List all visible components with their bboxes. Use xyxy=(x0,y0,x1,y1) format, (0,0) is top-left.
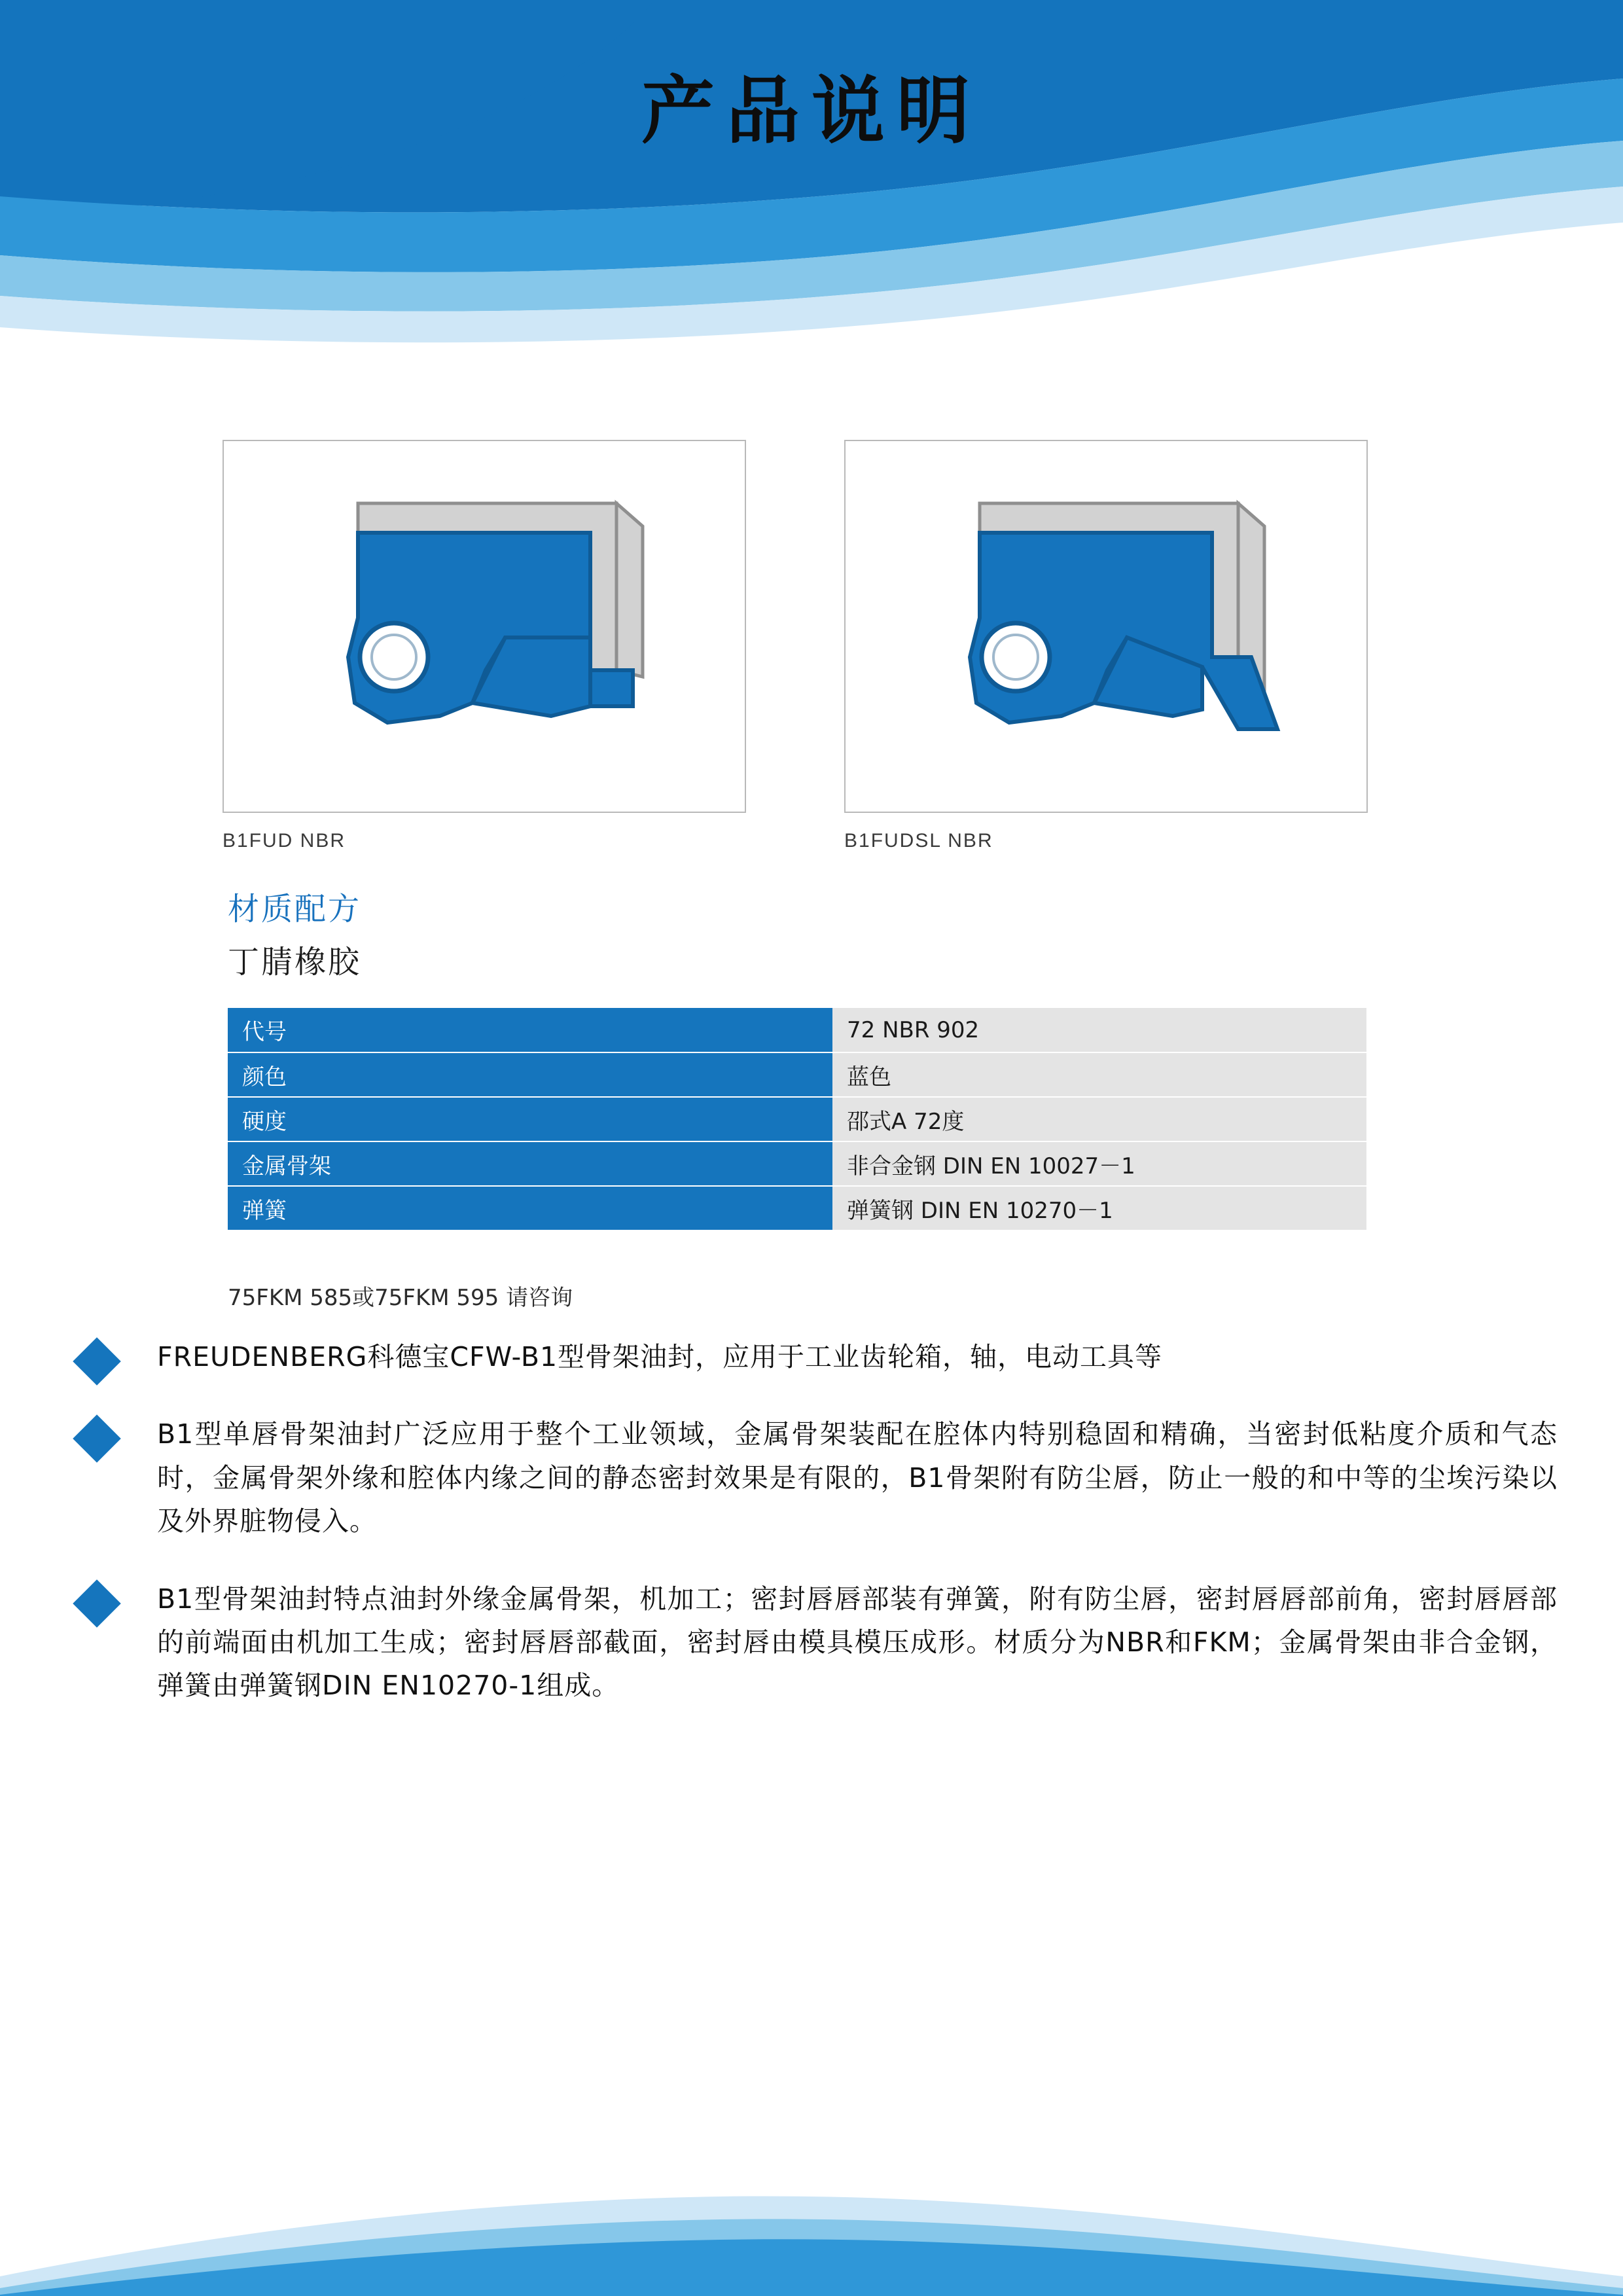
material-title: 材质配方 xyxy=(228,891,362,927)
diamond-bullet-icon xyxy=(73,1337,121,1386)
material-note: 75FKM 585或75FKM 595 请咨询 xyxy=(228,1285,573,1311)
table-row xyxy=(228,1141,1366,1186)
page-title: 产品说明 xyxy=(641,69,982,154)
product-caption-1: B1FUD NBR xyxy=(223,830,346,852)
oil-seal-cross-section-dust-lip-icon xyxy=(846,441,1366,812)
spec-key: 金属骨架 xyxy=(228,1141,832,1186)
bullet-text: B1型单唇骨架油封广泛应用于整个工业领域，金属骨架装配在腔体内特别稳固和精确，当密封低粘度介质和气态时，金属骨架外缘和腔体内缘之间的静态密封效果是有限的，B1骨架附有防尘唇，防止一般的和中等的尘埃污染以及外界脏物侵入。 xyxy=(157,1418,1558,1537)
product-caption-2: B1FUDSL NBR xyxy=(844,830,993,852)
product-figure-1 xyxy=(223,440,746,852)
product-image-1 xyxy=(223,440,746,813)
spec-value: 非合金钢 DIN EN 10027－1 xyxy=(832,1141,1366,1186)
diamond-bullet-icon xyxy=(73,1415,121,1463)
bullet-item xyxy=(72,1412,1558,1543)
page-footer xyxy=(0,2080,1623,2296)
spec-key: 代号 xyxy=(228,1008,832,1052)
spec-value: 72 NBR 902 xyxy=(832,1008,1366,1052)
spec-key: 硬度 xyxy=(228,1097,832,1141)
footer-wave-graphic xyxy=(0,2080,1623,2296)
product-figure-2 xyxy=(844,440,1368,852)
table-row xyxy=(228,1008,1366,1052)
description-bullets xyxy=(72,1335,1558,1742)
material-section-heading xyxy=(228,884,361,982)
spec-key: 颜色 xyxy=(228,1052,832,1097)
spec-key: 弹簧 xyxy=(228,1186,832,1230)
bullet-item xyxy=(72,1577,1558,1708)
diamond-bullet-icon xyxy=(73,1579,121,1628)
table-row xyxy=(228,1186,1366,1230)
bullet-text: FREUDENBERG科德宝CFW-B1型骨架油封，应用于工业齿轮箱，轴，电动工具等 xyxy=(157,1341,1163,1372)
page-header xyxy=(0,0,1623,367)
spec-value: 蓝色 xyxy=(832,1052,1366,1097)
material-spec-table xyxy=(228,1008,1366,1231)
material-subtitle: 丁腈橡胶 xyxy=(228,944,362,980)
product-image-2 xyxy=(844,440,1368,813)
bullet-item xyxy=(72,1335,1558,1378)
table-row xyxy=(228,1052,1366,1097)
spec-value: 邵式A 72度 xyxy=(832,1097,1366,1141)
table-row xyxy=(228,1097,1366,1141)
spec-value: 弹簧钢 DIN EN 10270－1 xyxy=(832,1186,1366,1230)
oil-seal-cross-section-icon xyxy=(224,441,745,812)
bullet-text: B1型骨架油封特点油封外缘金属骨架，机加工；密封唇唇部装有弹簧，附有防尘唇，密封唇唇部前角，密封唇唇部的前端面由机加工生成；密封唇唇部截面，密封唇由模具模压成形。材质分为NBR和FKM；金属骨架由非合金钢，弹簧由弹簧钢DIN EN10270-1组成。 xyxy=(157,1583,1558,1702)
